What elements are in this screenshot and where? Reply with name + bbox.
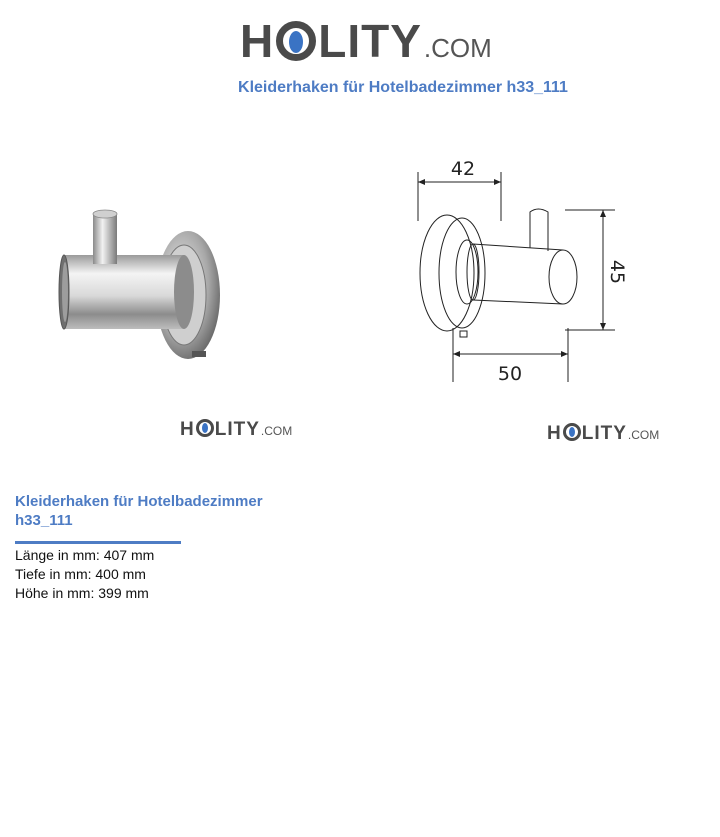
- hook-barrel: [64, 255, 184, 329]
- logo-o-icon: [563, 423, 581, 441]
- brand-logo: [240, 14, 492, 68]
- spec-length: Länge in mm: 407 mm: [15, 547, 155, 563]
- dim-width-label: 50: [497, 363, 523, 385]
- logo-letter-h: H: [180, 419, 195, 440]
- technical-drawing: [405, 150, 635, 390]
- logo-dotcom: .COM: [627, 428, 660, 442]
- heading-divider: [15, 541, 181, 544]
- logo-letters: LITY: [214, 419, 260, 440]
- logo-o-icon: [196, 419, 214, 437]
- dim-height-label: 45: [606, 259, 628, 285]
- spec-height: Höhe in mm: 399 mm: [15, 585, 149, 601]
- logo-dotcom: .COM: [423, 33, 492, 63]
- logo-dotcom: .COM: [260, 424, 293, 438]
- spec-list: [15, 546, 154, 603]
- drawing-watermark-logo: [547, 421, 659, 445]
- page-title: Kleiderhaken für Hotelbadezimmer h33_111: [238, 79, 568, 96]
- hook-pin: [93, 214, 117, 264]
- logo-o-icon: [276, 21, 316, 61]
- photo-watermark-logo: [180, 417, 292, 441]
- logo-letters: LITY: [318, 15, 422, 67]
- dim-depth-label: 42: [450, 158, 476, 180]
- logo-letters: LITY: [581, 423, 627, 444]
- spec-depth: Tiefe in mm: 400 mm: [15, 566, 146, 582]
- product-photo: [58, 205, 258, 370]
- product-heading: Kleiderhaken für Hotelbadezimmer h33_111: [15, 493, 263, 529]
- logo-letter-h: H: [547, 423, 562, 444]
- logo-letter-h: H: [240, 15, 275, 67]
